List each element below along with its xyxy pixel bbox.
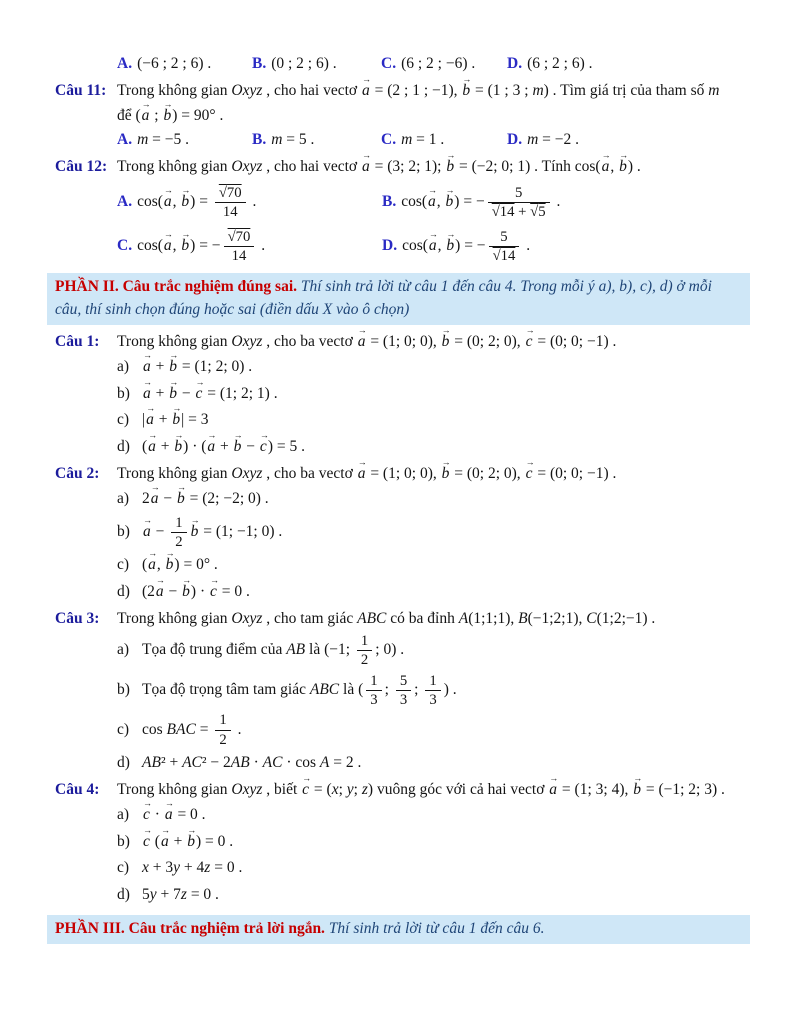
fraction-denominator: 14: [231, 248, 247, 265]
fraction-numerator: 1: [215, 711, 230, 730]
vector-a: a →: [163, 190, 173, 215]
question-body: [117, 607, 750, 632]
question-label: Câu 3:: [55, 610, 100, 627]
option-letter: D.: [507, 131, 523, 149]
vector-c: c →: [195, 382, 204, 407]
vector-b: b →: [445, 155, 455, 180]
math-variable: x: [331, 780, 339, 798]
statement-item-c: [117, 856, 750, 881]
option-letter: A.: [117, 55, 133, 72]
vector-a: a →: [357, 462, 367, 487]
vector-c: c →: [301, 778, 310, 803]
vector-b: b →: [190, 520, 200, 545]
section-title: PHẦN III. Câu trắc nghiệm trả lời ngắn.: [55, 919, 325, 937]
statement-label: d): [117, 583, 130, 601]
option-text: cos(a →, b →) = − 5 √ 14 .: [402, 237, 530, 254]
sqrt-radical: √ 14: [493, 248, 516, 264]
math-variable: Oxyz: [231, 610, 263, 627]
math-variable: m: [137, 131, 149, 149]
statement-text: a → + b → − c → = (1; 2; 1) .: [142, 385, 278, 402]
option-text: (6 ; 2 ; −6) .: [401, 55, 476, 72]
vector-a: a →: [548, 778, 558, 803]
fraction-numerator: 5: [489, 228, 520, 247]
question-body: [117, 79, 750, 129]
statement-label: d): [117, 886, 130, 904]
option-text: m = 5 .: [271, 131, 315, 149]
option-text: m = −5 .: [137, 131, 190, 149]
fraction-denominator: 2: [219, 731, 227, 748]
statement-item-a: [117, 803, 750, 828]
statement-text: |a → + b →| = 3: [142, 411, 208, 428]
fraction-numerator: [224, 228, 255, 247]
vector-a: a →: [147, 435, 157, 460]
sqrt-radical: √ 14: [492, 204, 515, 220]
option-text: (6 ; 2 ; 6) .: [527, 55, 593, 72]
statement-text: (a → + b →) · (a → + b → − c →) = 5 .: [142, 438, 305, 455]
option-text: cos(a →, b →) = − √ $\frac{70}{14}$ .: [137, 237, 265, 254]
vector-b: b →: [180, 234, 190, 259]
question-body: [117, 330, 750, 355]
statement-item-a: [117, 632, 750, 670]
statement-label: c): [117, 720, 130, 738]
math-variable: Oxyz: [231, 465, 263, 483]
statement-text: (a →, b →) = 0° .: [142, 556, 218, 573]
vector-c: c →: [142, 803, 151, 828]
vector-a: a →: [361, 79, 371, 104]
math-variable: A: [458, 610, 469, 627]
math-variable: m: [271, 131, 283, 149]
vector-b: b →: [162, 104, 172, 129]
question-text: để (a → ; b →) = 90° .: [117, 104, 750, 129]
option-text: cos(a →, b →) = √ $\frac{70}{14}$ .: [137, 193, 256, 210]
statement-item-d: [117, 580, 750, 605]
fraction-denominator: 3: [370, 691, 378, 708]
option-letter: B.: [252, 55, 267, 72]
question-text: Trong không gian Oxyz , cho tam giác ABC có ba đỉnh A(1;1;1), B(−1;2;1), C(1;2;−1) .: [117, 610, 656, 627]
statement-item-d: [117, 883, 750, 908]
fraction-numerator: [215, 184, 246, 203]
statement-item-a: [117, 487, 750, 512]
vector-a: a →: [428, 234, 438, 259]
math-variable: AB: [142, 754, 161, 772]
statement-label: c): [117, 411, 130, 429]
vector-c: c →: [142, 830, 151, 855]
document-content: [55, 52, 750, 944]
statement-item-b: [117, 672, 750, 710]
statement-item-a: [117, 355, 750, 380]
vector-b: b →: [445, 190, 455, 215]
answer-options-row-4: [117, 184, 750, 266]
vector-a: a →: [155, 580, 165, 605]
vector-b: b →: [445, 234, 455, 259]
vector-a: a →: [142, 382, 152, 407]
section-instructions: Thí sinh trả lời từ câu 1 đến câu 4. Trong mỗi ý a), b), c), d) ở mỗi câu, thí sinh chọn đúng hoặc sai (điền dấu X vào ô chọn): [55, 277, 712, 318]
statement-label: b): [117, 681, 130, 699]
statement-text: c → · a → = 0 .: [142, 806, 206, 823]
sqrt-radical: √ 70: [219, 185, 242, 201]
fraction-numerator: 1: [366, 672, 381, 691]
fraction-numerator: 1: [425, 672, 440, 691]
statement-label: d): [117, 438, 130, 456]
option-letter: D.: [382, 237, 398, 255]
math-variable: y: [149, 886, 157, 904]
statement-text: 5y + 7z = 0 .: [142, 886, 219, 904]
statement-text: c → (a → + b →) = 0 .: [142, 833, 233, 850]
statement-text: a → + b → = (1; 2; 0) .: [142, 358, 252, 375]
question-label: Câu 2:: [55, 465, 100, 483]
math-variable: m: [532, 81, 544, 99]
math-variable: Oxyz: [231, 81, 263, 99]
vector-b: b →: [632, 778, 642, 803]
fraction-numerator: 1: [357, 632, 372, 651]
question-block-12: [55, 778, 750, 803]
statement-text: 2a → − b → = (2; −2; 0) .: [142, 490, 269, 507]
question-block-3: [55, 155, 750, 180]
statement-text: a → − $\frac{1}{2}$ b → = (1; −1; 0) .: [142, 523, 282, 540]
fraction: [357, 632, 372, 670]
math-variable: Oxyz: [231, 158, 263, 176]
fraction-denominator: 2: [175, 534, 183, 551]
fraction: [215, 711, 230, 749]
option-letter: C.: [381, 55, 397, 72]
fraction-denominator: √ 14 + √ 5: [488, 203, 550, 221]
option-letter: A.: [117, 193, 133, 211]
option-letter: B.: [382, 193, 397, 211]
option-text: (0 ; 2 ; 6) .: [271, 55, 337, 72]
math-variable: Oxyz: [231, 780, 263, 798]
math-variable: y: [173, 859, 181, 877]
math-variable: B: [518, 610, 528, 627]
fraction-denominator: 3: [399, 691, 408, 708]
question-block-1: [55, 79, 750, 129]
question-label: Câu 12:: [55, 158, 108, 176]
question-label: Câu 1:: [55, 333, 100, 351]
vector-b: b →: [176, 487, 186, 512]
vector-a: a →: [357, 330, 367, 355]
option-letter: D.: [507, 55, 523, 72]
answer-option-b: [382, 184, 750, 222]
option-text: cos(a →, b →) = − 5 √ 14 + √ 5 .: [401, 193, 560, 210]
fraction: [488, 184, 550, 222]
math-variable: AB: [286, 641, 306, 659]
option-letter: A.: [117, 131, 133, 149]
fraction: [224, 228, 255, 266]
sqrt-radical: √ 70: [228, 229, 251, 245]
math-variable: m: [708, 81, 720, 99]
statement-label: b): [117, 832, 130, 850]
fraction-denominator: 14: [222, 204, 238, 221]
vector-b: b →: [173, 435, 183, 460]
question-text: Trong không gian Oxyz , cho hai vectơ a → = (3; 2; 1); b → = (−2; 0; 1) . Tính cos(a →, b →) .: [117, 155, 750, 180]
answer-option-c: [117, 228, 382, 266]
answer-option-d: [382, 228, 750, 266]
statement-label: b): [117, 384, 130, 402]
vector-a: a →: [163, 234, 173, 259]
option-letter: B.: [252, 131, 267, 149]
answer-options-row-2: [117, 128, 750, 153]
question-block-6: [55, 330, 750, 355]
option-letter: C.: [117, 237, 133, 255]
statement-item-b: [117, 514, 750, 552]
section-title: PHẦN II. Câu trắc nghiệm đúng sai.: [55, 277, 297, 295]
statement-text: Tọa độ trọng tâm tam giác ABC là ( $\frac{1}{3}$ ; $\frac{5}{3}$ ; $\frac{1}{3}$ ) .: [142, 672, 457, 708]
statement-label: a): [117, 805, 130, 823]
question-body: [117, 462, 750, 487]
option-text: (−6 ; 2 ; 6) .: [137, 55, 212, 72]
vector-b: b →: [171, 408, 181, 433]
statement-label: a): [117, 357, 130, 375]
section-banner-14: [47, 915, 750, 944]
option-text: m = 1 .: [401, 131, 445, 149]
statement-text: x + 3y + 4z = 0 .: [142, 859, 243, 877]
math-variable: m: [401, 131, 413, 149]
math-variable: m: [527, 131, 539, 149]
vector-b: b →: [618, 155, 628, 180]
math-variable: C: [586, 610, 597, 627]
vector-b: b →: [441, 462, 451, 487]
vector-b: b →: [186, 830, 196, 855]
statement-text: cos BAC = $\frac{1}{2}$ .: [142, 712, 242, 748]
statement-label: d): [117, 754, 130, 772]
vector-a: a →: [160, 830, 170, 855]
vector-b: b →: [441, 330, 451, 355]
vector-b: b →: [181, 580, 191, 605]
math-variable: z: [204, 859, 211, 877]
statement-label: c): [117, 859, 130, 877]
math-variable: ABC: [357, 610, 387, 627]
vector-a: a →: [142, 355, 152, 380]
question-text: Trong không gian Oxyz , cho hai vectơ a → = (2 ; 1 ; −1), b → = (1 ; 3 ; m) . Tìm giá trị của tham số m: [117, 79, 750, 104]
vector-a: a →: [427, 190, 437, 215]
vector-b: b →: [168, 355, 178, 380]
statement-label: c): [117, 556, 130, 574]
vector-c: c →: [209, 580, 218, 605]
fraction-denominator: [489, 247, 520, 265]
vector-a: a →: [361, 155, 371, 180]
question-body: [117, 778, 750, 803]
option-text: m = −2 .: [527, 131, 580, 149]
answer-options-row-0: [117, 52, 750, 77]
vector-a: a →: [164, 803, 174, 828]
question-label: Câu 11:: [55, 81, 107, 99]
fraction: [396, 672, 411, 710]
vector-b: b →: [180, 190, 190, 215]
vector-c: c →: [525, 462, 534, 487]
statement-item-c: [117, 711, 750, 749]
statement-text: Tọa độ trung điểm của AB là (−1; $\frac{1}{2}$ ; 0) .: [142, 632, 405, 669]
vector-a: a →: [141, 104, 151, 129]
section-banner-5: [47, 273, 750, 326]
vector-b: b →: [165, 553, 175, 578]
math-variable: Oxyz: [231, 333, 263, 351]
math-variable: z: [180, 886, 187, 904]
statement-item-d: [117, 435, 750, 460]
vector-b: b →: [168, 382, 178, 407]
section-instructions: Thí sinh trả lời từ câu 1 đến câu 6.: [328, 919, 545, 937]
fraction-numerator: 5: [396, 672, 411, 691]
question-text: Trong không gian Oxyz , biết c → = (x; y; z) vuông góc với cả hai vectơ a → = (1; 3; 4), b → = (−1; 2; 3) .: [117, 778, 750, 803]
statement-text: (2a → − b →) · c → = 0 .: [142, 583, 250, 600]
question-label: Câu 4:: [55, 780, 100, 798]
sqrt-radical: √ 5: [530, 204, 545, 220]
vector-a: a →: [145, 408, 155, 433]
statement-item-d: [117, 751, 750, 776]
answer-option-c: [381, 128, 507, 153]
vector-b: b →: [233, 435, 243, 460]
statement-text: AB² + AC² − 2AB · AC · cos A = 2 .: [142, 754, 362, 772]
fraction-numerator: 5: [488, 184, 550, 203]
vector-a: a →: [601, 155, 611, 180]
vector-c: c →: [525, 330, 534, 355]
math-variable: AC: [182, 754, 202, 772]
statement-item-b: [117, 830, 750, 855]
answer-option-a: [117, 52, 252, 77]
statement-label: a): [117, 641, 130, 659]
vector-a: a →: [147, 553, 157, 578]
fraction: [425, 672, 440, 710]
question-block-10: [55, 607, 750, 632]
answer-option-d: [507, 52, 750, 77]
answer-option-a: [117, 184, 382, 222]
fraction: [215, 184, 246, 222]
fraction-denominator: 3: [429, 691, 437, 708]
question-text: Trong không gian Oxyz , cho ba vectơ a → = (1; 0; 0), b → = (0; 2; 0), c → = (0; 0; −1) .: [117, 462, 750, 487]
fraction-denominator: 2: [360, 652, 369, 669]
math-variable: z: [361, 780, 368, 798]
answer-option-a: [117, 128, 252, 153]
fraction-numerator: 1: [171, 514, 186, 533]
math-variable: ABC: [309, 681, 340, 699]
math-variable: y: [346, 780, 354, 798]
math-variable: AB: [230, 754, 250, 772]
option-letter: C.: [381, 131, 397, 149]
vector-a: a →: [206, 435, 216, 460]
vector-b: b →: [461, 79, 471, 104]
question-body: [117, 155, 750, 180]
statement-label: b): [117, 523, 130, 541]
vector-c: c →: [259, 435, 268, 460]
vector-a: a →: [150, 487, 160, 512]
answer-option-d: [507, 128, 750, 153]
math-variable: BAC: [166, 720, 196, 738]
math-variable: A: [319, 754, 330, 772]
question-text: Trong không gian Oxyz , cho ba vectơ a → = (1; 0; 0), b → = (0; 2; 0), c → = (0; 0; −1) .: [117, 330, 750, 355]
fraction: [489, 228, 520, 266]
statement-label: a): [117, 489, 130, 507]
statement-item-b: [117, 382, 750, 407]
math-variable: AC: [262, 754, 283, 772]
vector-a: a →: [142, 520, 152, 545]
answer-option-c: [381, 52, 507, 77]
math-variable: x: [142, 859, 149, 877]
fraction: [366, 672, 381, 710]
